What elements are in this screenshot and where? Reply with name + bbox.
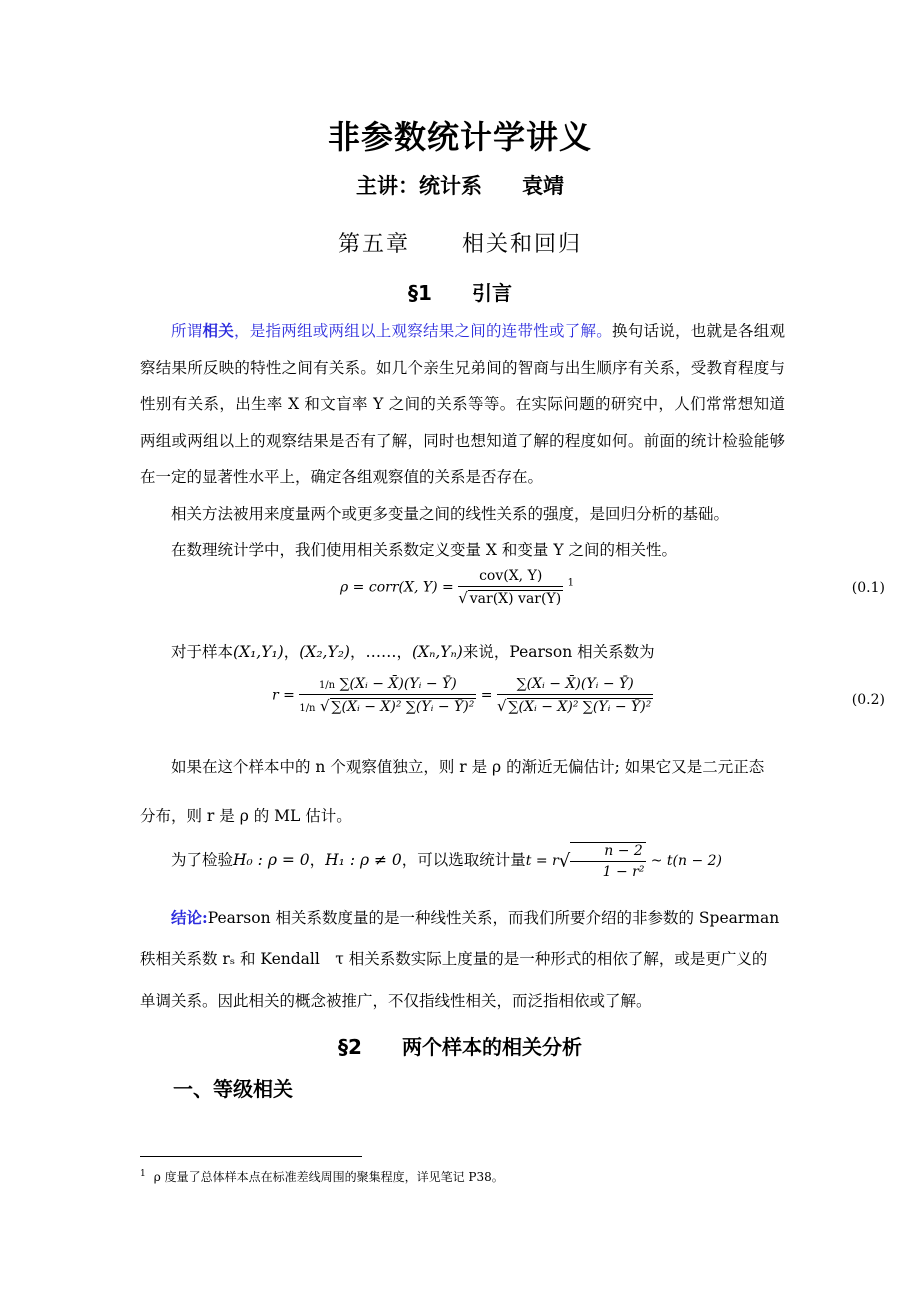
stat-lhs: t = r <box>525 853 559 869</box>
eq1-fraction: $\frac{\text{cov(X, Y)}}{\text{√ var(X) var(Y)}}$ <box>458 568 562 607</box>
section-heading-2 <box>0 1031 920 1060</box>
test-lead: 为了检验 <box>171 851 234 869</box>
stat-numerator: n − 2 <box>570 843 646 862</box>
equation-0-1 <box>340 568 574 607</box>
eq2-right-numerator: ∑(Xᵢ − X̄)(Yᵢ − Ȳ) <box>497 676 653 695</box>
eq2-fraction-right: $\frac{\text{∑(Xᵢ − X̄)(Yᵢ − Ȳ)}}{\text{√ ∑(Xᵢ − X̄)² ∑(Yᵢ − Ȳ)²}}$ <box>496 676 652 715</box>
stat-denominator: 1 − r² <box>602 864 645 880</box>
chapter-heading <box>0 227 920 258</box>
footnote-text: ρ 度量了总体样本点在标准差线周围的聚集程度，详见笔记 P38。 <box>153 1170 504 1184</box>
sample-pair-1: (X₁,Y₁) <box>233 643 284 661</box>
conclusion-line2: 秩相关系数 rₛ 和 Kendall τ 相关系数实际上度量的是一种形式的相依了解，或是更广义的 <box>140 950 768 968</box>
page-title: 非参数统计学讲义 <box>327 118 592 156</box>
eq2-fraction-left: $\frac{\text{1/n ∑(Xᵢ − X̄)(Yᵢ − Ȳ)}}{\text{1/n √ ∑(Xᵢ − X̄)² ∑(Yᵢ − Ȳ)²}}$ <box>299 676 475 715</box>
equation-number-0-1: (0.1) <box>851 580 885 596</box>
intro-definition: ，是指两组或两组以上观察结果之间的连带性或了解。 <box>234 322 612 340</box>
eq2-lhs: r = <box>272 687 295 704</box>
section-number: §1 <box>408 281 432 305</box>
eq1-numerator: cov(X, Y) <box>458 568 563 587</box>
paragraph-estimator-line2: 分布，则 r 是 ρ 的 ML 估计。 <box>140 807 352 825</box>
eq2-one-over-n: 1/n <box>318 680 336 691</box>
h0: H₀ : ρ = 0 <box>233 851 310 869</box>
ellipsis: …… <box>365 643 397 661</box>
lecturer-line <box>0 170 920 200</box>
eq1-footnote-mark: 1 <box>567 577 574 589</box>
lecturer-name: 袁靖 <box>522 174 564 198</box>
eq2-equals: = <box>480 687 493 704</box>
eq2-left-denominator: ∑(Xᵢ − X̄)² ∑(Yᵢ − Ȳ)² <box>331 699 475 715</box>
eq2-left-numerator: ∑(Xᵢ − X̄)(Yᵢ − Ȳ) <box>339 676 457 692</box>
eq2-one-over-n: 1/n <box>299 703 316 714</box>
conclusion-line3: 单调关系。因此相关的概念被推广，不仅指线性相关，而泛指相依或了解。 <box>140 992 652 1010</box>
subsection-heading: 一、等级相关 <box>173 1077 293 1101</box>
eq1-denominator: var(X) var(Y) <box>469 591 562 607</box>
equation-number-0-2: (0.2) <box>851 692 885 708</box>
lecturer-label: 主讲：统计系 <box>356 174 482 198</box>
paragraph-correlation-definition: 在数理统计学中，我们使用相关系数定义变量 X 和变量 Y 之间的相关性。 <box>171 541 677 559</box>
separator: ， <box>349 643 366 661</box>
section-number: §2 <box>338 1035 362 1059</box>
footnote-divider <box>140 1156 362 1157</box>
chapter-title: 相关和回归 <box>462 232 583 257</box>
sample-lead: 对于样本 <box>171 643 234 661</box>
sample-pair-2: (X₂,Y₂) <box>299 643 350 661</box>
conclusion-line1 <box>140 906 785 928</box>
footnote-mark: 1 <box>140 1169 146 1179</box>
separator: ， <box>309 851 326 869</box>
paragraph-estimator-line1: 如果在这个样本中的 n 个观察值独立，则 r 是 ρ 的渐近无偏估计; 如果它又是二元正态 <box>171 758 765 776</box>
hypothesis-test-line: 为了检验H₀ : ρ = 0，H₁ : ρ ≠ 0，可以选取统计量t = r√ $\frac{n - 2}{\text{1 − r²}}$ ~ t(n − 2) <box>171 843 723 880</box>
paragraph-correlation-methods: 相关方法被用来度量两个或更多变量之间的线性关系的强度，是回归分析的基础。 <box>171 505 730 523</box>
sample-tail: 来说，Pearson 相关系数为 <box>462 643 655 661</box>
conclusion-label: 结论: <box>171 908 208 927</box>
test-mid: ，可以选取统计量 <box>401 851 526 869</box>
conclusion-text-1: Pearson 相关系数度量的是一种线性关系，而我们所要介绍的非参数的 Spearman <box>207 909 780 927</box>
chapter-number: 第五章 <box>337 232 410 257</box>
intro-paragraph <box>140 313 785 496</box>
separator: ， <box>396 643 412 661</box>
intro-term: 相关 <box>202 321 234 340</box>
footnote <box>140 1168 504 1185</box>
stat-distribution: ~ t(n − 2) <box>650 853 723 869</box>
h1: H₁ : ρ ≠ 0 <box>325 851 402 869</box>
eq1-lhs: ρ = corr(X, Y) = <box>340 579 454 596</box>
intro-lead: 所谓 <box>171 322 203 340</box>
section-title: 两个样本的相关分析 <box>401 1035 582 1059</box>
eq2-right-denominator: ∑(Xᵢ − X̄)² ∑(Yᵢ − Ȳ)² <box>508 699 652 715</box>
equation-0-2 <box>272 676 653 715</box>
separator: ， <box>283 643 300 661</box>
stat-fraction <box>570 842 646 880</box>
sample-pair-n: (Xₙ,Yₙ) <box>412 643 463 661</box>
intro-rest: 换句话说，也就是各组观察结果所反映的特性之间有关系。如几个亲生兄弟间的智商与出生顺序有关系，受教育程度与性别有关系，出生率 X 和文盲率 Y 之间的关系等等。在实际问题的研究中，人们常常想知道两组或两组以上的观察结果是否有了解，同时也想知道了解的程度如何。前面的统计检验能够在一定的显著性水平上，确定各组观察值的关系是否存在。 <box>140 322 785 486</box>
sample-line <box>140 640 785 662</box>
section-heading-1 <box>0 277 920 306</box>
section-title: 引言 <box>471 281 512 305</box>
